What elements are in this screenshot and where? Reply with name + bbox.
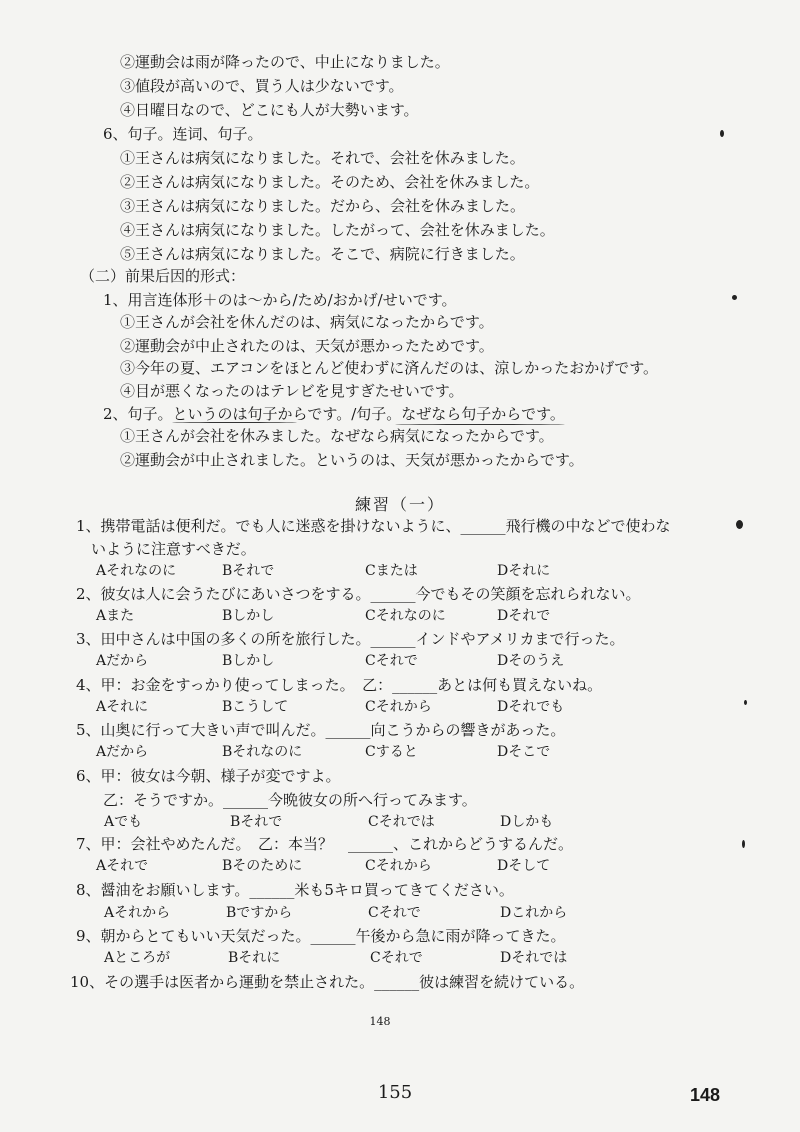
option-c: Cそれから (365, 699, 432, 715)
option-a: Aそれに (96, 699, 149, 715)
option-b: Bしかし (222, 608, 275, 624)
option-a: Aだから (96, 653, 149, 669)
page-number-corner: 148 (689, 1085, 720, 1105)
question-text: 2、彼女は人に会うたびにあいさつをする。______今でもその笑顔を忘れられない。 (76, 585, 641, 603)
scan-speck (732, 295, 737, 300)
option-b: Bそれに (228, 950, 281, 966)
text-line: ③値段が高いので、買う人は少ないです。 (120, 77, 404, 95)
scan-speck (742, 840, 745, 848)
option-c: Cすると (365, 744, 418, 760)
page-number-middle: 155 (377, 1082, 413, 1103)
option-b: Bそのために (222, 858, 303, 874)
question-text: 8、醤油をお願いします。______米も5キロ買ってきてください。 (76, 881, 514, 899)
text-line: ⑤王さんは病気になりました。そこで、病院に行きました。 (120, 245, 525, 263)
option-c: Cそれから (365, 858, 432, 874)
option-b: Bそれで (222, 563, 275, 579)
option-c: Cそれで (365, 653, 418, 669)
option-d: Dそれでも (497, 699, 565, 715)
option-a: Aところが (104, 950, 171, 966)
option-c: Cそれで (368, 905, 421, 921)
option-b: Bしかし (222, 653, 275, 669)
question-text: 乙：そうですか。______今晩彼女の所へ行ってみます。 (88, 791, 477, 809)
option-a: Aまた (96, 608, 135, 624)
text-line: ④目が悪くなったのはテレビを見すぎたせいです。 (120, 382, 464, 400)
option-a: Aそれで (96, 858, 149, 874)
text-line: ②王さんは病気になりました。そのため、会社を休みました。 (120, 173, 540, 191)
item-title: 1、用言连体形＋のは～から/ため/おかげ/せいです。 (103, 291, 457, 309)
item-title: 6、句子。连词、句子。 (103, 125, 263, 143)
question-text: 6、甲：彼女は今朝、様子が変ですよ。 (76, 767, 341, 785)
option-a: Aそれなのに (96, 563, 177, 579)
scan-speck (736, 520, 743, 529)
option-a: Aそれから (104, 905, 171, 921)
question-text: 5、山奥に行って大きい声で叫んだ。______向こうからの響きがあった。 (76, 721, 566, 739)
page-number-small: 148 (369, 1015, 391, 1028)
item-title: 2、句子。というのは句子からです。/句子。なぜなら句子からです。 (103, 405, 565, 423)
question-text: 9、朝からとてもいい天気だった。______午後から急に雨が降ってきた。 (76, 927, 566, 945)
option-d: Dそして (497, 858, 551, 874)
question-text: 10、その選手は医者から運動を禁止された。______彼は練習を続けている。 (70, 973, 585, 991)
text-line: ④王さんは病気になりました。したがって、会社を休みました。 (120, 221, 555, 239)
option-d: Dこれから (500, 905, 568, 921)
exercise-heading: 練習（一） (354, 495, 445, 514)
scan-speck (744, 700, 747, 705)
option-b: Bこうして (222, 699, 289, 715)
text-line: ②運動会は雨が降ったので、中止になりました。 (120, 53, 450, 71)
option-d: Dそのうえ (497, 653, 565, 669)
option-d: Dそれで (497, 608, 551, 624)
option-c: Cまたは (365, 563, 418, 579)
text-line: ②運動会が中止されました。というのは、天気が悪かったからです。 (120, 451, 584, 469)
option-d: Dそれでは (500, 950, 568, 966)
question-text: 4、甲：お金をすっかり使ってしまった。 乙：______あとは何も買えないね。 (76, 676, 603, 694)
option-c: Cそれで (370, 950, 423, 966)
text-line: ①王さんは病気になりました。それで、会社を休みました。 (120, 149, 525, 167)
option-c: Cそれなのに (365, 608, 446, 624)
question-text: 1、携帯電話は便利だ。でも人に迷惑を掛けないように、______飛行機の中などで使わな (76, 517, 671, 535)
text-line: ④日曜日なので、どこにも人が大勢います。 (120, 101, 419, 119)
question-text: 3、田中さんは中国の多くの所を旅行した。______インドやアメリカまで行った。 (76, 630, 625, 648)
text-line: ②運動会が中止されたのは、天気が悪かったためです。 (120, 337, 494, 355)
option-b: Bそれなのに (222, 744, 303, 760)
option-c: Cそれでは (368, 814, 435, 830)
option-d: Dそれに (497, 563, 551, 579)
text-line: ①王さんが会社を休んだのは、病気になったからです。 (120, 313, 494, 331)
section-title: （二）前果后因的形式： (80, 267, 246, 285)
text-line: ①王さんが会社を休みました。なぜなら病気になったからです。 (120, 427, 554, 445)
option-a: Aだから (96, 744, 149, 760)
option-b: Bそれで (230, 814, 283, 830)
handwritten-underline (172, 422, 297, 423)
scan-speck (720, 130, 724, 137)
option-d: Dそこで (497, 744, 551, 760)
question-text: いように注意すべきだ。 (76, 540, 256, 558)
text-line: ③今年の夏、エアコンをほとんど使わずに済んだのは、涼しかったおかげです。 (120, 359, 659, 377)
option-d: Dしかも (500, 814, 554, 830)
question-text: 7、甲：会社やめたんだ。 乙：本当？ ______、これからどうするんだ。 (76, 835, 574, 853)
option-a: Aでも (104, 814, 143, 830)
option-b: Bですから (226, 905, 293, 921)
text-line: ③王さんは病気になりました。だから、会社を休みました。 (120, 197, 526, 215)
handwritten-underline (395, 424, 565, 425)
